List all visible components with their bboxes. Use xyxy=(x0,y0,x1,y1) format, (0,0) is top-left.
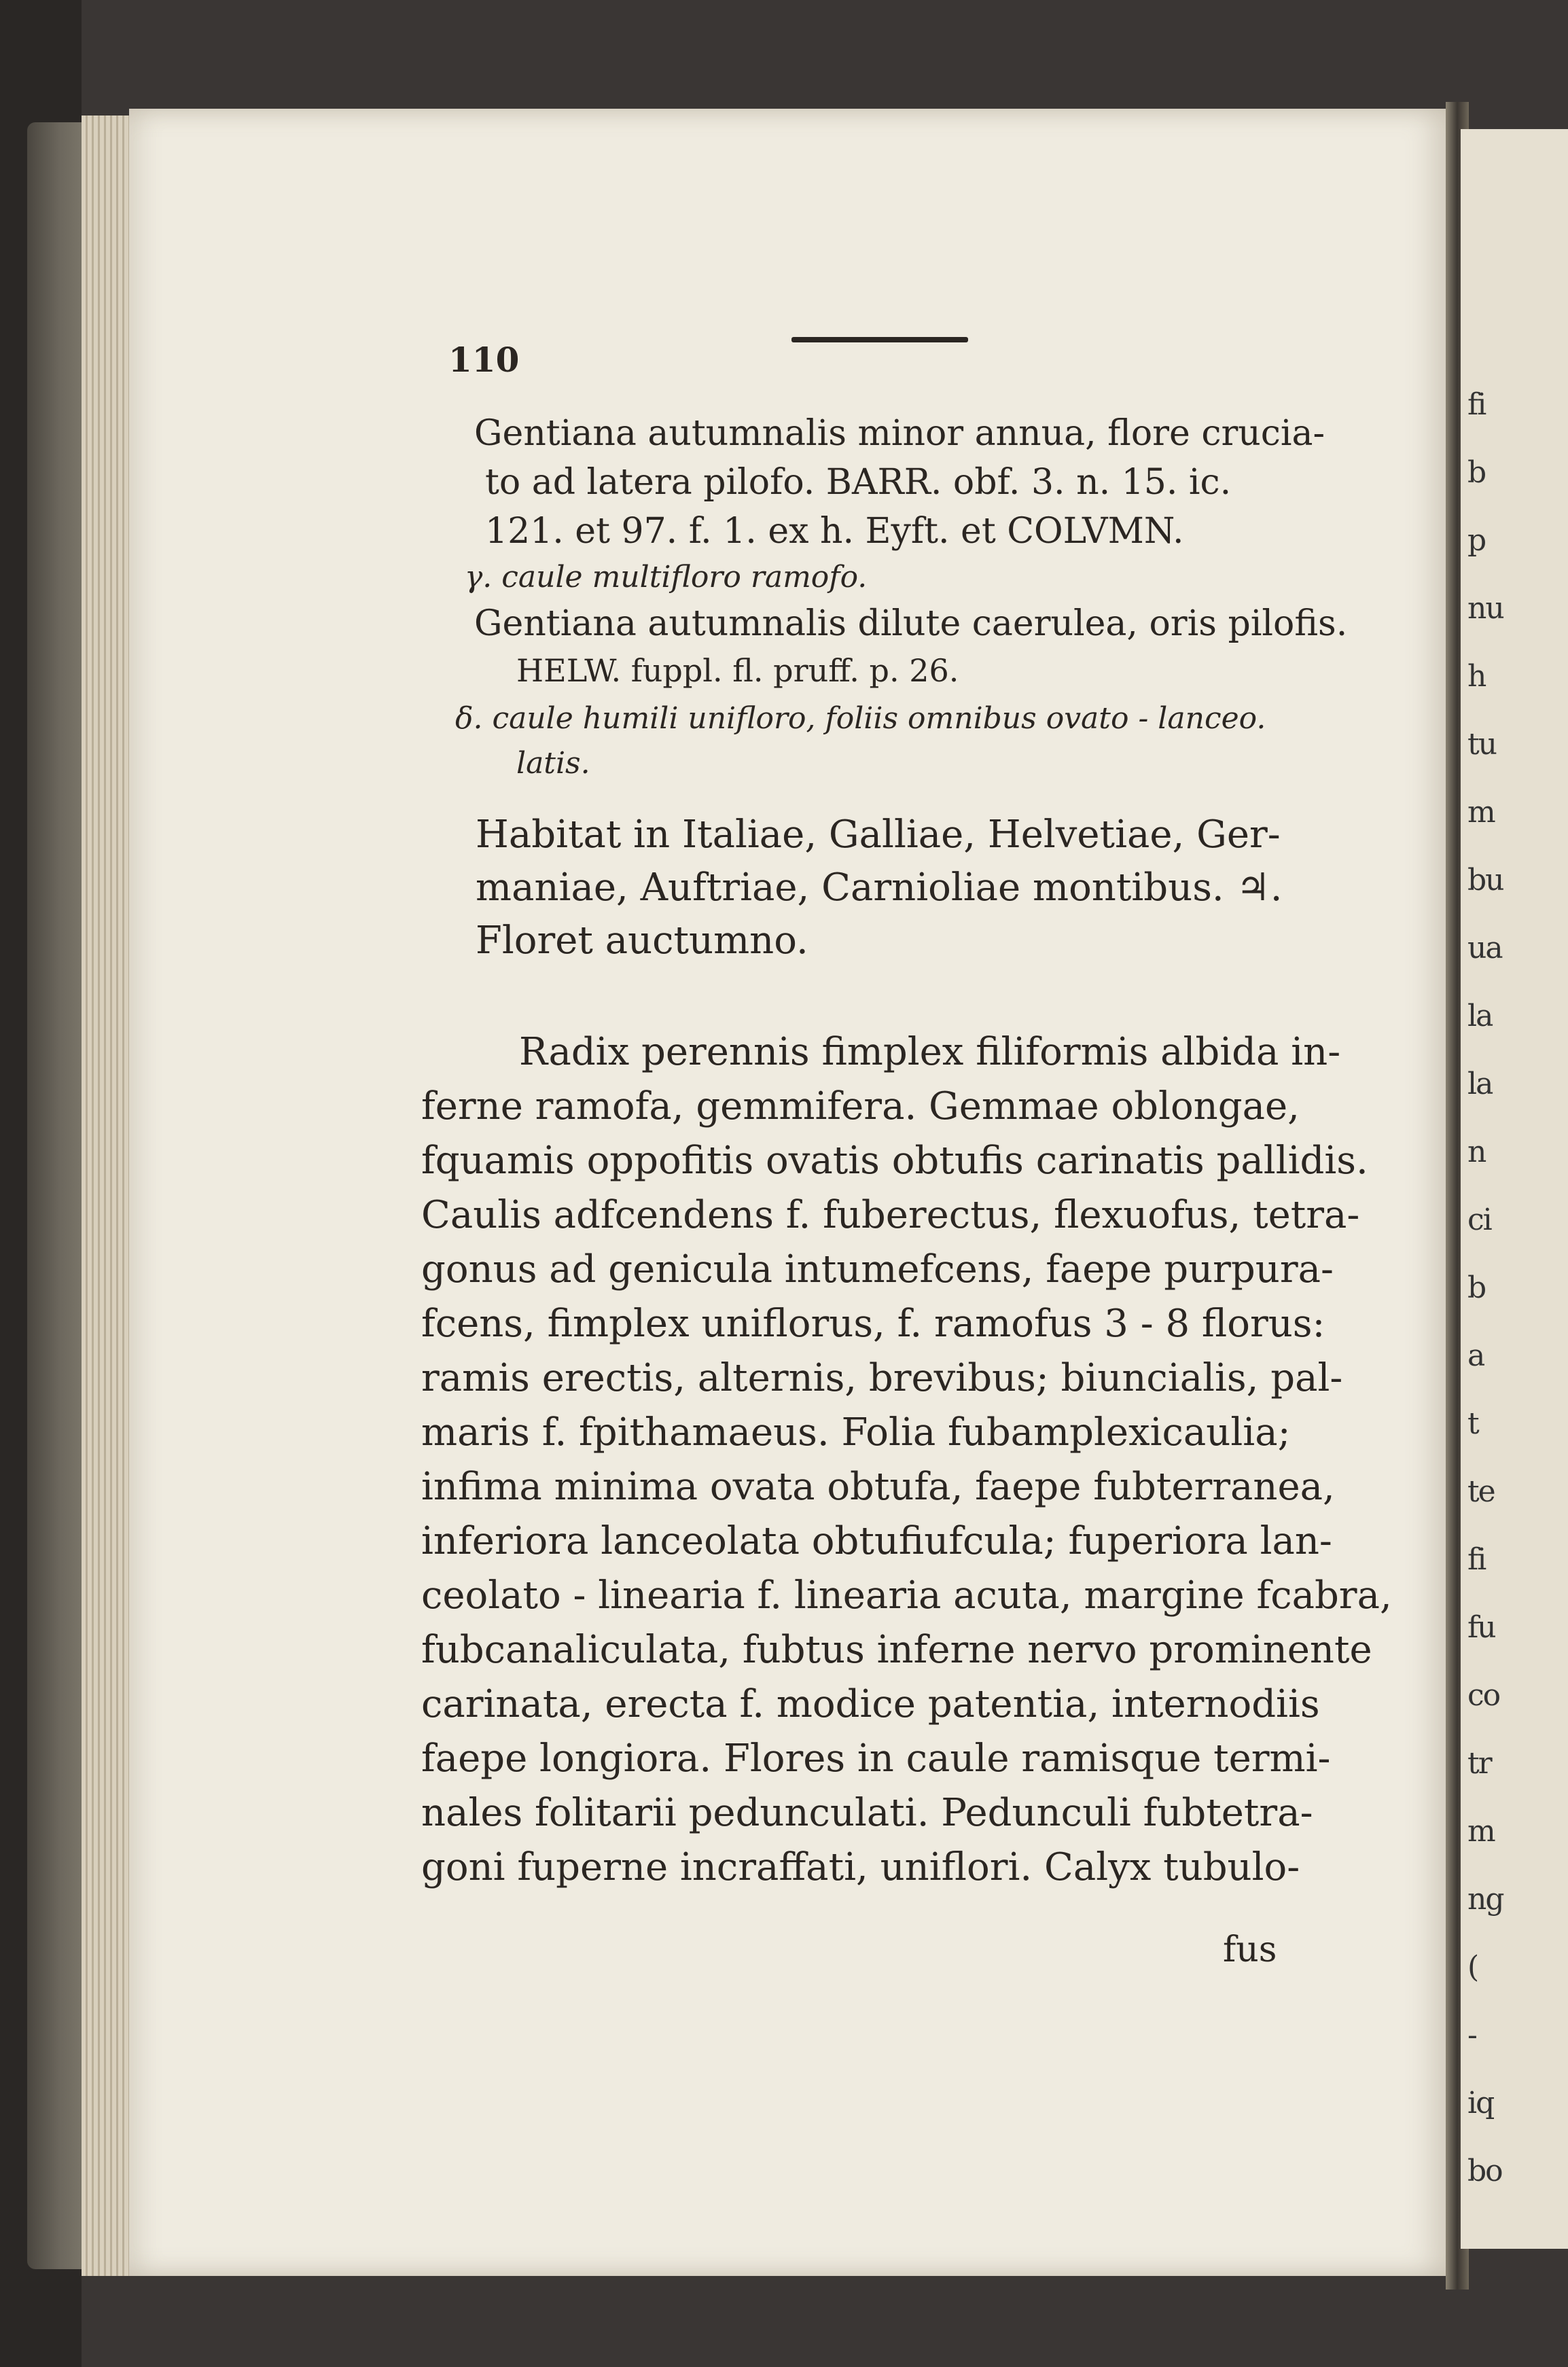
right-page-fragment: b xyxy=(1467,1270,1486,1305)
text-line: maris f. fpithamaeus. Folia fubamplexicaulia; xyxy=(421,1410,1291,1455)
right-page-fragment: co xyxy=(1467,1678,1500,1713)
right-page-fragment: iq xyxy=(1467,2086,1494,2120)
text-line: ferne ramofa, gemmifera. Gemmae oblongae, xyxy=(421,1084,1300,1128)
right-page-fragment: ( xyxy=(1467,1950,1478,1985)
text-line: latis. xyxy=(516,746,590,781)
text-line: γ. caule multifloro ramofo. xyxy=(465,560,868,594)
right-page-fragment: - xyxy=(1467,2018,1476,2052)
text-line: maniae, Auftriae, Carnioliae montibus. ♃. xyxy=(476,866,1283,910)
page-number: 110 xyxy=(448,340,520,380)
right-page-fragment: fi xyxy=(1467,1542,1486,1577)
right-page-fragment: n xyxy=(1467,1135,1486,1169)
text-line: nales folitarii pedunculati. Pedunculi fubtetra- xyxy=(421,1791,1313,1835)
text-line: Gentiana autumnalis dilute caerulea, oris pilofis. xyxy=(474,603,1348,644)
right-page-fragment: te xyxy=(1467,1474,1495,1509)
text-line: ramis erectis, alternis, brevibus; biuncialis, pal- xyxy=(421,1356,1343,1400)
right-page-edge xyxy=(1461,129,1568,2249)
right-page-fragment: ua xyxy=(1467,931,1502,965)
right-page-fragment: la xyxy=(1467,999,1493,1033)
right-page-fragment: tu xyxy=(1467,727,1497,762)
text-line: fquamis oppofitis ovatis obtufis carinatis pallidis. xyxy=(421,1139,1368,1183)
right-page-fragment: nu xyxy=(1467,591,1503,626)
text-line: fubcanaliculata, fubtus inferne nervo prominente xyxy=(421,1628,1372,1672)
text-line: δ. caule humili unifloro, foliis omnibus ovato - lanceo. xyxy=(455,701,1266,736)
right-page-fragment: b xyxy=(1467,455,1486,490)
text-line: ceolato - linearia f. linearia acuta, margine fcabra, xyxy=(421,1573,1392,1618)
text-line: Floret auctumno. xyxy=(476,919,808,963)
right-page-fragment: m xyxy=(1467,1814,1495,1849)
text-line: Gentiana autumnalis minor annua, flore crucia- xyxy=(474,413,1325,454)
text-line: gonus ad genicula intumefcens, faepe purpura- xyxy=(421,1247,1334,1292)
catchword: fus xyxy=(1223,1929,1277,1970)
header-rule xyxy=(791,337,968,342)
text-line: goni fuperne incraffati, uniflori. Calyx tubulo- xyxy=(421,1845,1300,1889)
right-page-fragment: t xyxy=(1467,1406,1478,1441)
text-line: Habitat in Italiae, Galliae, Helvetiae, Ger- xyxy=(476,813,1281,857)
right-page-fragment: a xyxy=(1467,1338,1484,1373)
text-line: carinata, erecta f. modice patentia, internodiis xyxy=(421,1682,1320,1726)
text-line: Radix perennis fimplex filiformis albida in- xyxy=(519,1030,1341,1074)
right-page-fragment: h xyxy=(1467,659,1486,694)
text-line: to ad latera pilofo. BARR. obf. 3. n. 15. ic. xyxy=(485,462,1232,503)
right-page-fragment: la xyxy=(1467,1067,1493,1101)
text-line: 121. et 97. f. 1. ex h. Eyft. et COLVMN. xyxy=(485,511,1184,552)
text-line: fcens, fimplex uniflorus, f. ramofus 3 - 8 florus: xyxy=(421,1302,1325,1346)
right-page-fragment: fu xyxy=(1467,1610,1495,1645)
text-line: inferiora lanceolata obtufiufcula; fuperiora lan- xyxy=(421,1519,1332,1563)
right-page-fragment: fi xyxy=(1467,387,1486,422)
right-page-fragment: ci xyxy=(1467,1203,1491,1237)
right-page-fragment: tr xyxy=(1467,1746,1491,1781)
text-line: infima minima ovata obtufa, faepe fubterranea, xyxy=(421,1465,1335,1509)
right-page-fragment: bo xyxy=(1467,2154,1502,2188)
right-page-fragment: ng xyxy=(1467,1882,1503,1917)
text-line: Caulis adfcendens f. fuberectus, flexuofus, tetra- xyxy=(421,1193,1360,1237)
right-page-fragment: m xyxy=(1467,795,1495,830)
text-line: faepe longiora. Flores in caule ramisque termi- xyxy=(421,1737,1331,1781)
right-page-fragment: bu xyxy=(1467,863,1503,897)
right-page-fragment: p xyxy=(1467,523,1486,558)
text-line: HELW. fuppl. fl. pruff. p. 26. xyxy=(516,652,959,689)
